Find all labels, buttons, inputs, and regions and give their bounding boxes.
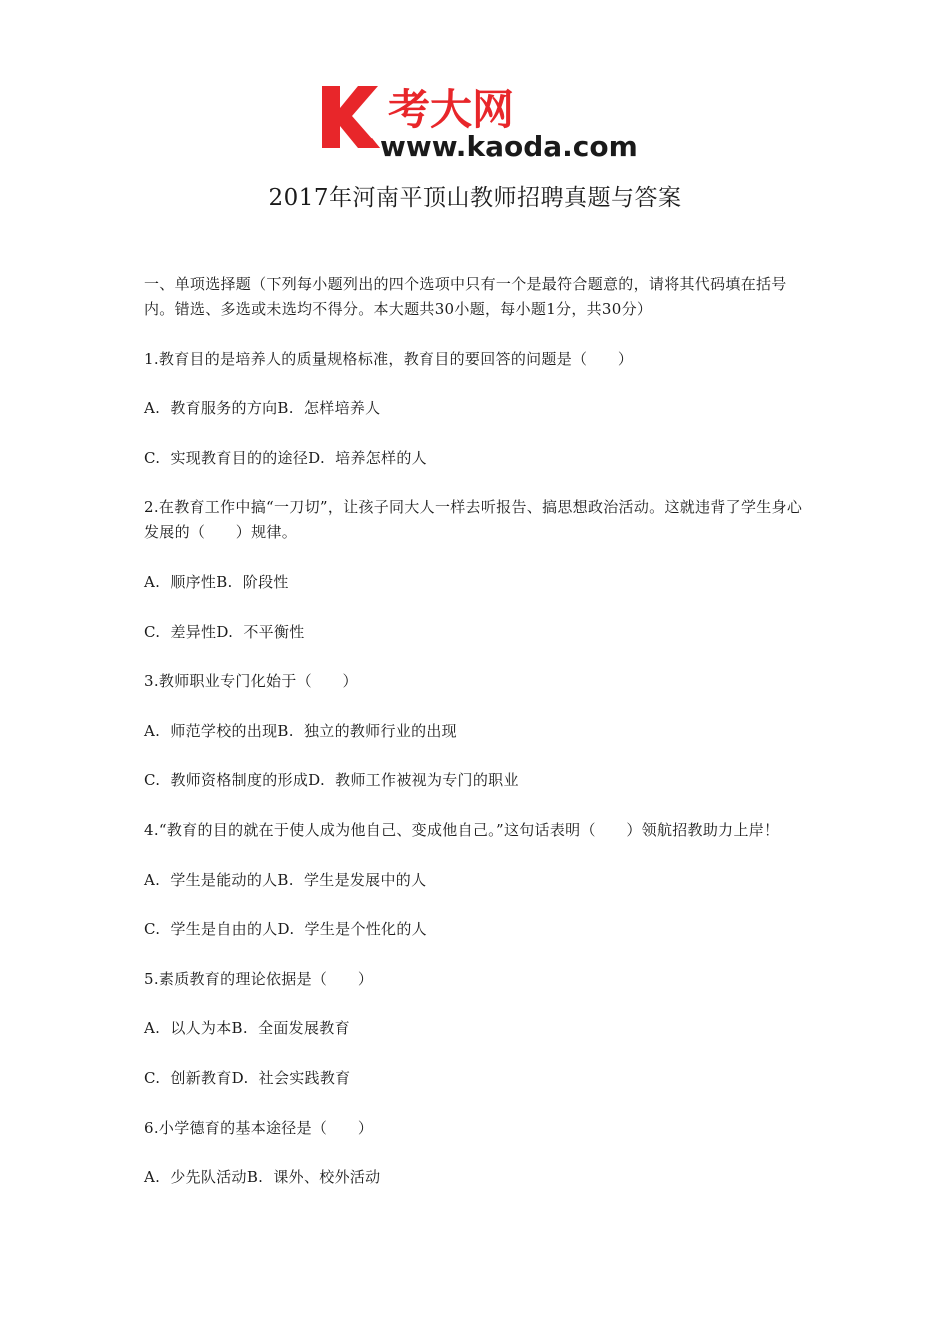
question-options: C. 创新教育D. 社会实践教育 (144, 1068, 351, 1087)
question-stem: 4.“教育的目的就在于使人成为他自己、变成他自己。”这句话表明（ ）领航招教助力上岸！ (144, 820, 780, 839)
question-options: A. 少先队活动B. 课外、校外活动 (144, 1168, 381, 1187)
question-options: A. 以人为本B. 全面发展教育 (144, 1019, 350, 1038)
kaoda-logo-mark (318, 78, 640, 160)
question-options: C. 教师资格制度的形成D. 教师工作被视为专门的职业 (144, 771, 519, 790)
question-options: A. 顺序性B. 阶段性 (144, 572, 289, 591)
section-intro: 一、单项选择题（下列每小题列出的四个选项中只有一个是最符合题意的，请将其代码填在括号内。错选、多选或未选均不得分。本大题共30小题，每小题1分，共30分） (144, 275, 787, 318)
question-options: A. 师范学校的出现B. 独立的教师行业的出现 (144, 721, 457, 740)
document-title: 2017年河南平顶山教师招聘真题与答案 (268, 185, 682, 211)
logo-brand-text: 考大网 (388, 85, 515, 134)
question-options: C. 学生是自由的人D. 学生是个性化的人 (144, 920, 427, 939)
logo-url-text: www.kaoda.com (380, 130, 638, 160)
question-options: A. 教育服务的方向B. 怎样培养人 (144, 399, 381, 418)
kaoda-logo (318, 78, 640, 160)
question-options: C. 差异性D. 不平衡性 (144, 622, 305, 641)
question-stem: 1.教育目的是培养人的质量规格标准，教育目的要回答的问题是（ ） (144, 349, 634, 368)
question-options: A. 学生是能动的人B. 学生是发展中的人 (144, 870, 427, 889)
question-options: C. 实现教育目的的途径D. 培养怎样的人 (144, 448, 427, 467)
question-stem: 3.教师职业专门化始于（ ） (144, 672, 358, 691)
question-stem: 2.在教育工作中搞“一刀切”，让孩子同大人一样去听报告、搞思想政治活动。这就违背了学生身心发展的（ ）规律。 (144, 498, 803, 542)
question-stem: 5.素质教育的理论依据是（ ） (144, 969, 374, 988)
question-stem: 6.小学德育的基本途径是（ ） (144, 1118, 374, 1137)
question-list (144, 347, 810, 1191)
document-body (144, 272, 810, 1215)
